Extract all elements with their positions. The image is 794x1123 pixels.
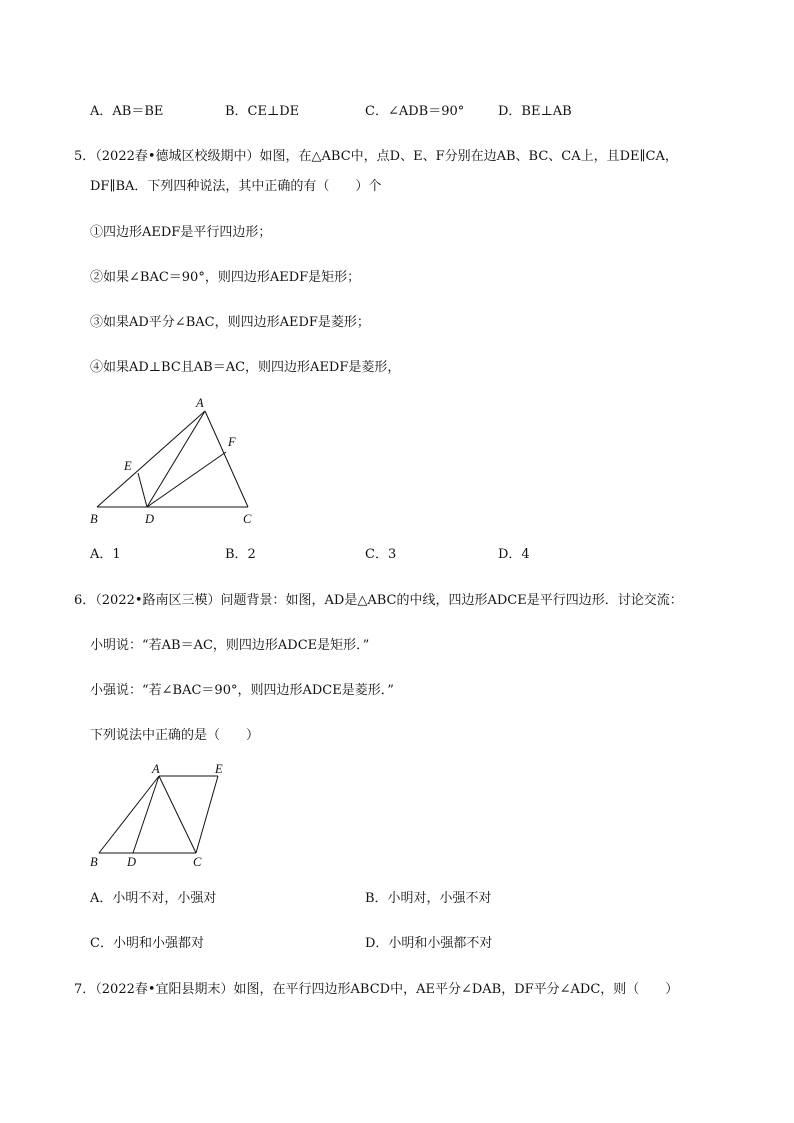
q5-option-c: C．3 [365,547,397,562]
q6-label-e: E [215,762,223,776]
q6-segment-ad [133,776,159,853]
q6-label-b: B [90,855,98,869]
q5-label-c: C [243,512,252,526]
q6-stem-line1: 6．（2022•路南区三模）问题背景：如图，AD是△ABC的中线，四边形ADCE是平行四边形．讨论交流： [74,593,683,608]
q5-statement-1: ①四边形AEDF是平行四边形； [90,225,272,240]
q6-option-b: B．小明对，小强不对 [365,891,492,906]
q4-option-d: D．BE⊥AB [498,104,572,119]
q5-statement-3: ③如果AD平分∠BAC，则四边形AEDF是菱形； [90,315,370,330]
q5-option-d: D．4 [498,547,530,562]
q5-stem-line2: DF∥BA．下列四种说法，其中正确的有（ ）个 [90,179,382,194]
q6-question: 下列说法中正确的是（ ） [90,728,260,743]
q5-statement-4: ④如果AD⊥BC且AB＝AC，则四边形AEDF是菱形， [90,360,401,375]
q5-option-a: A．1 [90,547,121,562]
q5-option-b: B．2 [225,547,256,562]
q5-stem-line1: 5．（2022春•德城区校级期中）如图，在△ABC中，点D、E、F分别在边AB、BC、CA上，且DE∥CA， [74,149,678,164]
q4-option-a: A．AB＝BE [90,104,164,119]
q6-segment-ac [159,776,196,853]
q6-label-d: D [127,855,137,869]
q6-segment-ab [99,776,159,853]
q5-label-e: E [124,459,132,473]
q6-option-d: D．小明和小强都不对 [365,936,493,951]
q6-option-c: C．小明和小强都对 [90,936,204,951]
q5-label-d: D [145,512,155,526]
q6-xiaoqiang-statement: 小强说：“若∠BAC＝90°，则四边形ADCE是菱形．” [90,683,394,698]
q6-option-a: A．小明不对，小强对 [90,891,217,906]
q6-segment-ec [196,776,218,853]
q6-label-a: A [152,762,160,776]
q4-option-b: B．CE⊥DE [225,104,300,119]
q5-label-b: B [90,512,98,526]
q7-stem-line1: 7．（2022春•宜阳县期末）如图，在平行四边形ABCD中，AE平分∠DAB，DF平分∠ADC，则（ ） [74,982,679,997]
q5-statement-2: ②如果∠BAC＝90°，则四边形AEDF是矩形； [90,270,361,285]
q4-option-c: C．∠ADB＝90° [365,104,465,119]
q6-xiaoming-statement: 小明说：“若AB＝AC，则四边形ADCE是矩形．” [90,638,370,653]
q6-label-c: C [193,855,202,869]
q5-label-a: A [196,396,204,410]
q5-label-f: F [228,435,236,449]
